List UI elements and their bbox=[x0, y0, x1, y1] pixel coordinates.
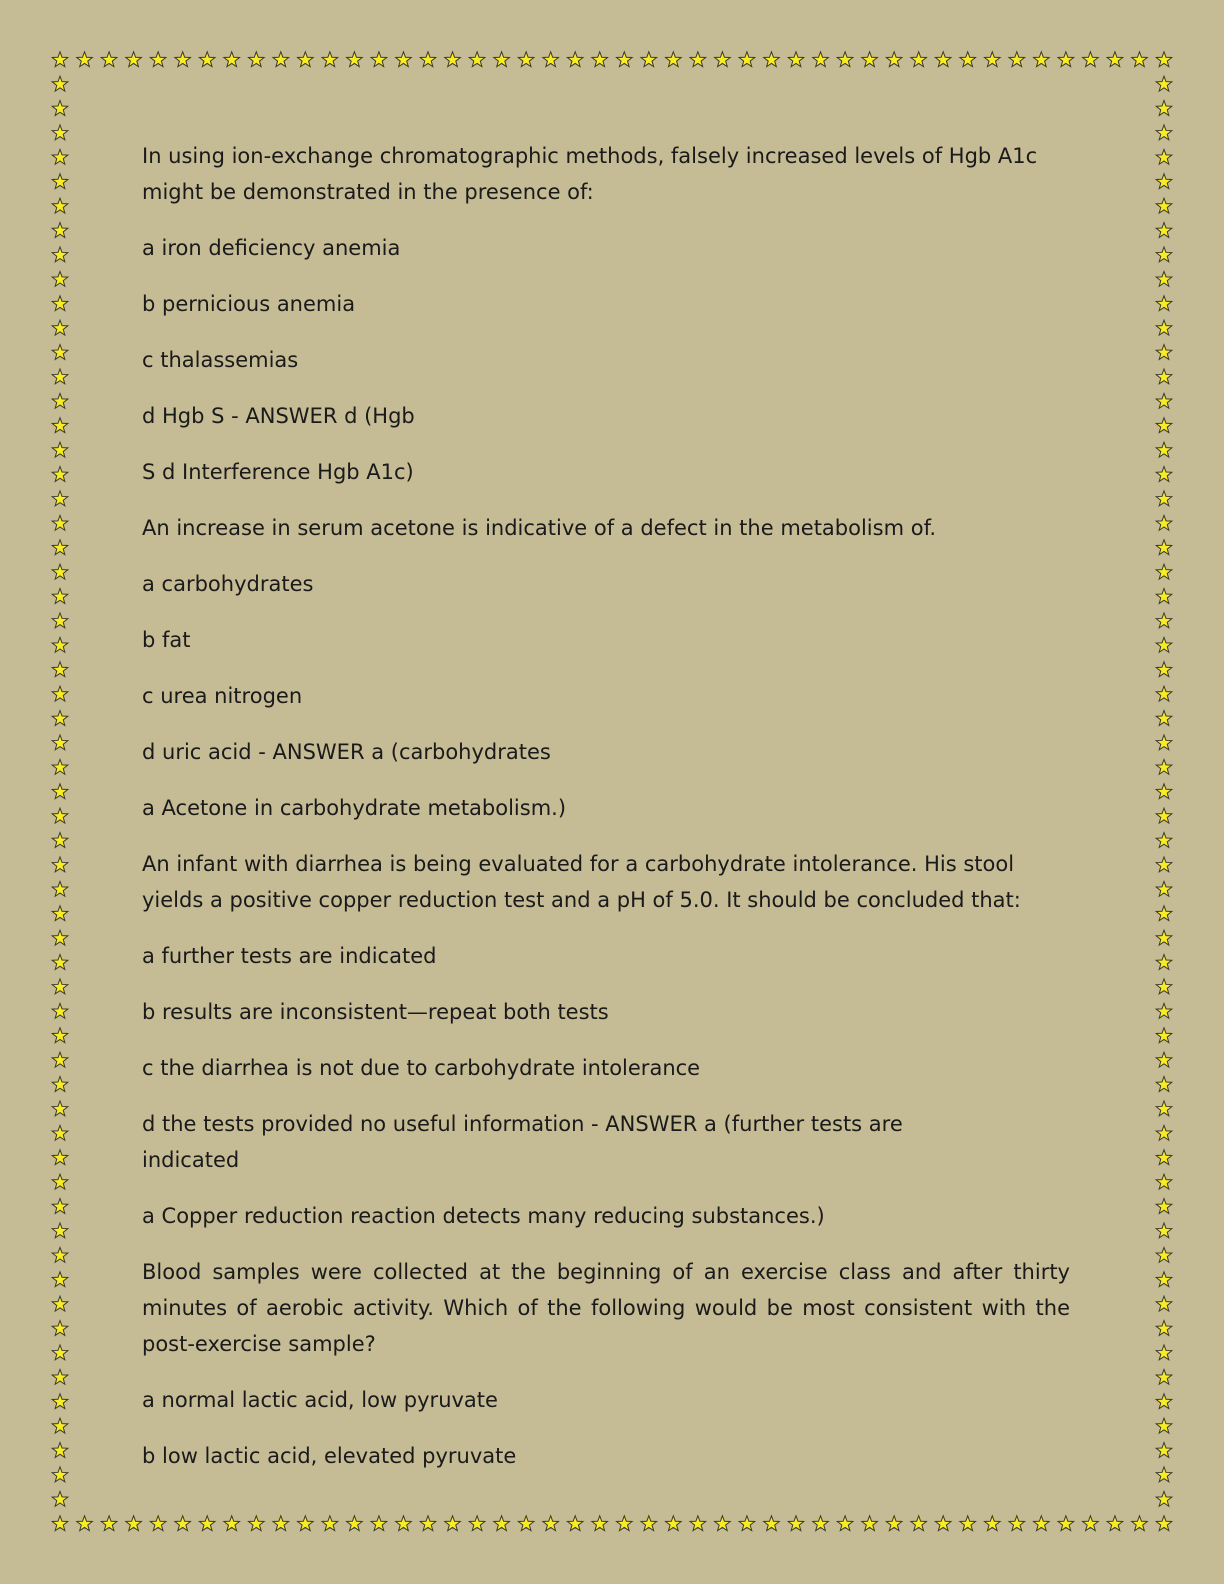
border-star-icon bbox=[52, 1199, 68, 1214]
border-star-icon bbox=[52, 393, 68, 408]
border-star-icon bbox=[52, 125, 68, 140]
question-1-option-c: c thalassemias bbox=[142, 348, 299, 372]
border-star-icon bbox=[101, 52, 117, 67]
border-star-icon bbox=[420, 1516, 436, 1531]
border-star-icon bbox=[175, 52, 191, 67]
border-star-icon bbox=[1156, 1516, 1172, 1531]
border-star-icon bbox=[641, 52, 657, 67]
question-1-stem: In using ion-exchange chromatographic methods, falsely increased levels of Hgb A1c might be demonstrated in the presence of: bbox=[142, 144, 1038, 204]
border-star-icon bbox=[1156, 198, 1172, 213]
border-star-icon bbox=[52, 1223, 68, 1238]
border-star-icon bbox=[52, 1345, 68, 1360]
border-star-icon bbox=[52, 247, 68, 262]
border-star-icon bbox=[1132, 1516, 1148, 1531]
border-star-icon bbox=[1156, 1247, 1172, 1262]
border-star-icon bbox=[52, 1077, 68, 1092]
border-star-icon bbox=[1156, 271, 1172, 286]
border-star-icon bbox=[764, 1516, 780, 1531]
border-star-icon bbox=[690, 52, 706, 67]
border-star-icon bbox=[52, 442, 68, 457]
border-star-icon bbox=[52, 1296, 68, 1311]
border-star-icon bbox=[52, 418, 68, 433]
border-star-icon bbox=[52, 1418, 68, 1433]
border-star-icon bbox=[1156, 515, 1172, 530]
border-star-icon bbox=[52, 467, 68, 482]
border-star-icon bbox=[52, 1369, 68, 1384]
border-star-icon bbox=[396, 1516, 412, 1531]
border-star-icon bbox=[1156, 662, 1172, 677]
border-star-icon bbox=[199, 1516, 215, 1531]
border-star-icon bbox=[52, 833, 68, 848]
border-star-icon bbox=[1156, 1296, 1172, 1311]
border-star-icon bbox=[52, 1174, 68, 1189]
border-star-icon bbox=[1058, 1516, 1074, 1531]
border-star-icon bbox=[1156, 1028, 1172, 1043]
border-star-icon bbox=[1156, 759, 1172, 774]
border-star-icon bbox=[592, 52, 608, 67]
question-3-explanation: a Copper reduction reaction detects many reducing substances.) bbox=[142, 1204, 825, 1228]
question-3-option-d-answer: d the tests provided no useful information - ANSWER a (further tests are indicated bbox=[142, 1112, 903, 1172]
border-star-icon bbox=[1156, 1418, 1172, 1433]
border-star-icon bbox=[52, 540, 68, 555]
border-star-icon bbox=[126, 1516, 142, 1531]
border-star-icon bbox=[52, 857, 68, 872]
border-star-icon bbox=[469, 1516, 485, 1531]
border-star-icon bbox=[1156, 1369, 1172, 1384]
border-star-icon bbox=[813, 52, 829, 67]
border-star-icon bbox=[1156, 1101, 1172, 1116]
border-star-icon bbox=[1156, 1174, 1172, 1189]
border-star-icon bbox=[1083, 1516, 1099, 1531]
border-star-icon bbox=[52, 735, 68, 750]
border-star-icon bbox=[1156, 1223, 1172, 1238]
border-star-icon bbox=[1156, 369, 1172, 384]
border-star-icon bbox=[273, 52, 289, 67]
question-1-option-a: a iron deficiency anemia bbox=[142, 236, 401, 260]
border-star-icon bbox=[1156, 686, 1172, 701]
border-star-icon bbox=[273, 1516, 289, 1531]
border-star-icon bbox=[1156, 540, 1172, 555]
border-star-icon bbox=[371, 52, 387, 67]
border-star-icon bbox=[666, 1516, 682, 1531]
question-1-option-d-answer: d Hgb S - ANSWER d (Hgb bbox=[142, 404, 415, 428]
border-star-icon bbox=[788, 1516, 804, 1531]
border-star-icon bbox=[52, 955, 68, 970]
border-star-icon bbox=[1156, 442, 1172, 457]
border-star-icon bbox=[52, 271, 68, 286]
border-star-icon bbox=[52, 1516, 68, 1531]
border-star-icon bbox=[52, 686, 68, 701]
border-star-icon bbox=[984, 1516, 1000, 1531]
border-star-icon bbox=[567, 1516, 583, 1531]
border-star-icon bbox=[1156, 467, 1172, 482]
border-star-icon bbox=[1034, 1516, 1050, 1531]
border-star-icon bbox=[52, 1101, 68, 1116]
border-star-icon bbox=[52, 1491, 68, 1506]
question-3-option-c: c the diarrhea is not due to carbohydrate intolerance bbox=[142, 1056, 701, 1080]
border-star-icon bbox=[1156, 711, 1172, 726]
border-star-icon bbox=[52, 101, 68, 116]
border-star-icon bbox=[52, 589, 68, 604]
border-star-icon bbox=[347, 52, 363, 67]
border-star-icon bbox=[1156, 1467, 1172, 1482]
border-star-icon bbox=[1156, 345, 1172, 360]
border-star-icon bbox=[788, 52, 804, 67]
border-star-icon bbox=[1156, 637, 1172, 652]
border-star-icon bbox=[592, 1516, 608, 1531]
border-star-icon bbox=[1156, 1150, 1172, 1165]
border-star-icon bbox=[1156, 247, 1172, 262]
border-star-icon bbox=[52, 345, 68, 360]
border-star-icon bbox=[567, 52, 583, 67]
question-3-stem: An infant with diarrhea is being evaluated for a carbohydrate intolerance. His stool yields a positive copper reduction test and a pH of 5.0. It should be concluded that: bbox=[142, 852, 1021, 912]
border-star-icon bbox=[1156, 491, 1172, 506]
border-star-icon bbox=[1156, 1199, 1172, 1214]
border-star-icon bbox=[616, 1516, 632, 1531]
border-star-icon bbox=[1058, 52, 1074, 67]
border-star-icon bbox=[347, 1516, 363, 1531]
border-star-icon bbox=[1156, 101, 1172, 116]
border-star-icon bbox=[862, 52, 878, 67]
border-star-icon bbox=[52, 369, 68, 384]
border-star-icon bbox=[1156, 955, 1172, 970]
border-star-icon bbox=[52, 1272, 68, 1287]
border-star-icon bbox=[862, 1516, 878, 1531]
border-star-icon bbox=[199, 52, 215, 67]
border-star-icon bbox=[715, 1516, 731, 1531]
border-star-icon bbox=[52, 637, 68, 652]
border-star-icon bbox=[1156, 149, 1172, 164]
border-star-icon bbox=[1156, 1321, 1172, 1336]
border-star-icon bbox=[1107, 52, 1123, 67]
border-star-icon bbox=[1156, 589, 1172, 604]
border-star-icon bbox=[1009, 1516, 1025, 1531]
border-star-icon bbox=[52, 711, 68, 726]
border-star-icon bbox=[1132, 52, 1148, 67]
question-4-stem: Blood samples were collected at the beginning of an exercise class and after thirty minutes of aerobic activity. Which of the following would be most consistent with the post-exercise sample? bbox=[142, 1260, 1070, 1356]
border-star-icon bbox=[1156, 1125, 1172, 1140]
border-star-icon bbox=[935, 1516, 951, 1531]
border-star-icon bbox=[518, 52, 534, 67]
border-star-icon bbox=[52, 491, 68, 506]
border-star-icon bbox=[641, 1516, 657, 1531]
border-star-icon bbox=[52, 662, 68, 677]
border-star-icon bbox=[224, 52, 240, 67]
border-star-icon bbox=[1156, 174, 1172, 189]
border-star-icon bbox=[52, 784, 68, 799]
border-star-icon bbox=[1156, 1052, 1172, 1067]
border-star-icon bbox=[420, 52, 436, 67]
border-star-icon bbox=[715, 52, 731, 67]
border-star-icon bbox=[52, 515, 68, 530]
question-2-option-c: c urea nitrogen bbox=[142, 684, 303, 708]
border-star-icon bbox=[543, 1516, 559, 1531]
border-star-icon bbox=[396, 52, 412, 67]
question-2-option-d-answer: d uric acid - ANSWER a (carbohydrates bbox=[142, 740, 551, 764]
border-star-icon bbox=[543, 52, 559, 67]
border-star-icon bbox=[1156, 833, 1172, 848]
border-star-icon bbox=[1156, 613, 1172, 628]
border-star-icon bbox=[52, 223, 68, 238]
border-star-icon bbox=[1156, 296, 1172, 311]
border-star-icon bbox=[52, 1394, 68, 1409]
border-star-icon bbox=[886, 52, 902, 67]
border-star-icon bbox=[52, 808, 68, 823]
border-star-icon bbox=[1156, 784, 1172, 799]
border-star-icon bbox=[666, 52, 682, 67]
border-star-icon bbox=[1156, 223, 1172, 238]
border-star-icon bbox=[52, 1443, 68, 1458]
border-star-icon bbox=[298, 1516, 314, 1531]
border-star-icon bbox=[1156, 418, 1172, 433]
border-star-icon bbox=[960, 1516, 976, 1531]
border-star-icon bbox=[52, 1321, 68, 1336]
border-star-icon bbox=[445, 1516, 461, 1531]
border-star-icon bbox=[1156, 1491, 1172, 1506]
border-star-icon bbox=[935, 52, 951, 67]
border-star-icon bbox=[1156, 393, 1172, 408]
border-star-icon bbox=[1156, 1394, 1172, 1409]
border-star-icon bbox=[52, 906, 68, 921]
border-star-icon bbox=[52, 613, 68, 628]
border-star-icon bbox=[224, 1516, 240, 1531]
border-star-icon bbox=[126, 52, 142, 67]
border-star-icon bbox=[52, 320, 68, 335]
border-star-icon bbox=[837, 52, 853, 67]
question-1-explanation: S d Interference Hgb A1c) bbox=[142, 460, 414, 484]
border-star-icon bbox=[52, 1247, 68, 1262]
border-star-icon bbox=[1156, 125, 1172, 140]
border-star-icon bbox=[77, 1516, 93, 1531]
border-star-icon bbox=[52, 149, 68, 164]
question-2-option-a: a carbohydrates bbox=[142, 572, 314, 596]
question-2-explanation: a Acetone in carbohydrate metabolism.) bbox=[142, 796, 567, 820]
border-star-icon bbox=[1107, 1516, 1123, 1531]
border-star-icon bbox=[52, 296, 68, 311]
border-star-icon bbox=[445, 52, 461, 67]
border-star-icon bbox=[1156, 320, 1172, 335]
border-star-icon bbox=[322, 52, 338, 67]
border-star-icon bbox=[248, 1516, 264, 1531]
border-star-icon bbox=[984, 52, 1000, 67]
border-star-icon bbox=[616, 52, 632, 67]
border-star-icon bbox=[150, 52, 166, 67]
border-star-icon bbox=[911, 1516, 927, 1531]
border-star-icon bbox=[1156, 1003, 1172, 1018]
border-star-icon bbox=[52, 1125, 68, 1140]
border-star-icon bbox=[1156, 930, 1172, 945]
border-star-icon bbox=[52, 930, 68, 945]
border-star-icon bbox=[52, 1150, 68, 1165]
border-star-icon bbox=[518, 1516, 534, 1531]
border-star-icon bbox=[248, 52, 264, 67]
border-star-icon bbox=[52, 759, 68, 774]
border-star-icon bbox=[52, 198, 68, 213]
border-star-icon bbox=[1156, 857, 1172, 872]
border-star-icon bbox=[175, 1516, 191, 1531]
border-star-icon bbox=[1156, 1077, 1172, 1092]
border-star-icon bbox=[1156, 808, 1172, 823]
question-4-option-b: b low lactic acid, elevated pyruvate bbox=[142, 1444, 517, 1468]
border-star-icon bbox=[101, 1516, 117, 1531]
border-star-icon bbox=[1156, 52, 1172, 67]
border-star-icon bbox=[494, 1516, 510, 1531]
border-star-icon bbox=[764, 52, 780, 67]
border-star-icon bbox=[813, 1516, 829, 1531]
border-star-icon bbox=[1156, 1345, 1172, 1360]
border-star-icon bbox=[322, 1516, 338, 1531]
border-star-icon bbox=[77, 52, 93, 67]
border-star-icon bbox=[960, 52, 976, 67]
border-star-icon bbox=[1156, 76, 1172, 91]
question-3-option-a: a further tests are indicated bbox=[142, 944, 437, 968]
border-star-icon bbox=[1083, 52, 1099, 67]
border-star-icon bbox=[52, 1467, 68, 1482]
border-star-icon bbox=[298, 52, 314, 67]
border-star-icon bbox=[52, 76, 68, 91]
border-star-icon bbox=[52, 979, 68, 994]
question-2-option-b: b fat bbox=[142, 628, 191, 652]
border-star-icon bbox=[52, 1003, 68, 1018]
border-star-icon bbox=[371, 1516, 387, 1531]
border-star-icon bbox=[1156, 1272, 1172, 1287]
border-star-icon bbox=[837, 1516, 853, 1531]
border-star-icon bbox=[494, 52, 510, 67]
border-star-icon bbox=[1156, 1443, 1172, 1458]
border-star-icon bbox=[690, 1516, 706, 1531]
border-star-icon bbox=[1156, 979, 1172, 994]
border-star-icon bbox=[739, 1516, 755, 1531]
border-star-icon bbox=[52, 52, 68, 67]
border-star-icon bbox=[1156, 564, 1172, 579]
border-star-icon bbox=[739, 52, 755, 67]
border-star-icon bbox=[52, 564, 68, 579]
question-2-stem: An increase in serum acetone is indicative of a defect in the metabolism of. bbox=[142, 516, 937, 540]
border-star-icon bbox=[150, 1516, 166, 1531]
border-star-icon bbox=[52, 881, 68, 896]
border-star-icon bbox=[1034, 52, 1050, 67]
border-star-icon bbox=[1009, 52, 1025, 67]
border-star-icon bbox=[1156, 906, 1172, 921]
border-star-icon bbox=[1156, 735, 1172, 750]
border-star-icon bbox=[886, 1516, 902, 1531]
border-star-icon bbox=[52, 174, 68, 189]
border-star-icon bbox=[469, 52, 485, 67]
question-1-option-b: b pernicious anemia bbox=[142, 292, 356, 316]
border-star-icon bbox=[911, 52, 927, 67]
question-4-option-a: a normal lactic acid, low pyruvate bbox=[142, 1388, 498, 1412]
border-star-icon bbox=[52, 1052, 68, 1067]
question-3-option-b: b results are inconsistent—repeat both tests bbox=[142, 1000, 609, 1024]
border-star-icon bbox=[1156, 881, 1172, 896]
border-star-icon bbox=[52, 1028, 68, 1043]
